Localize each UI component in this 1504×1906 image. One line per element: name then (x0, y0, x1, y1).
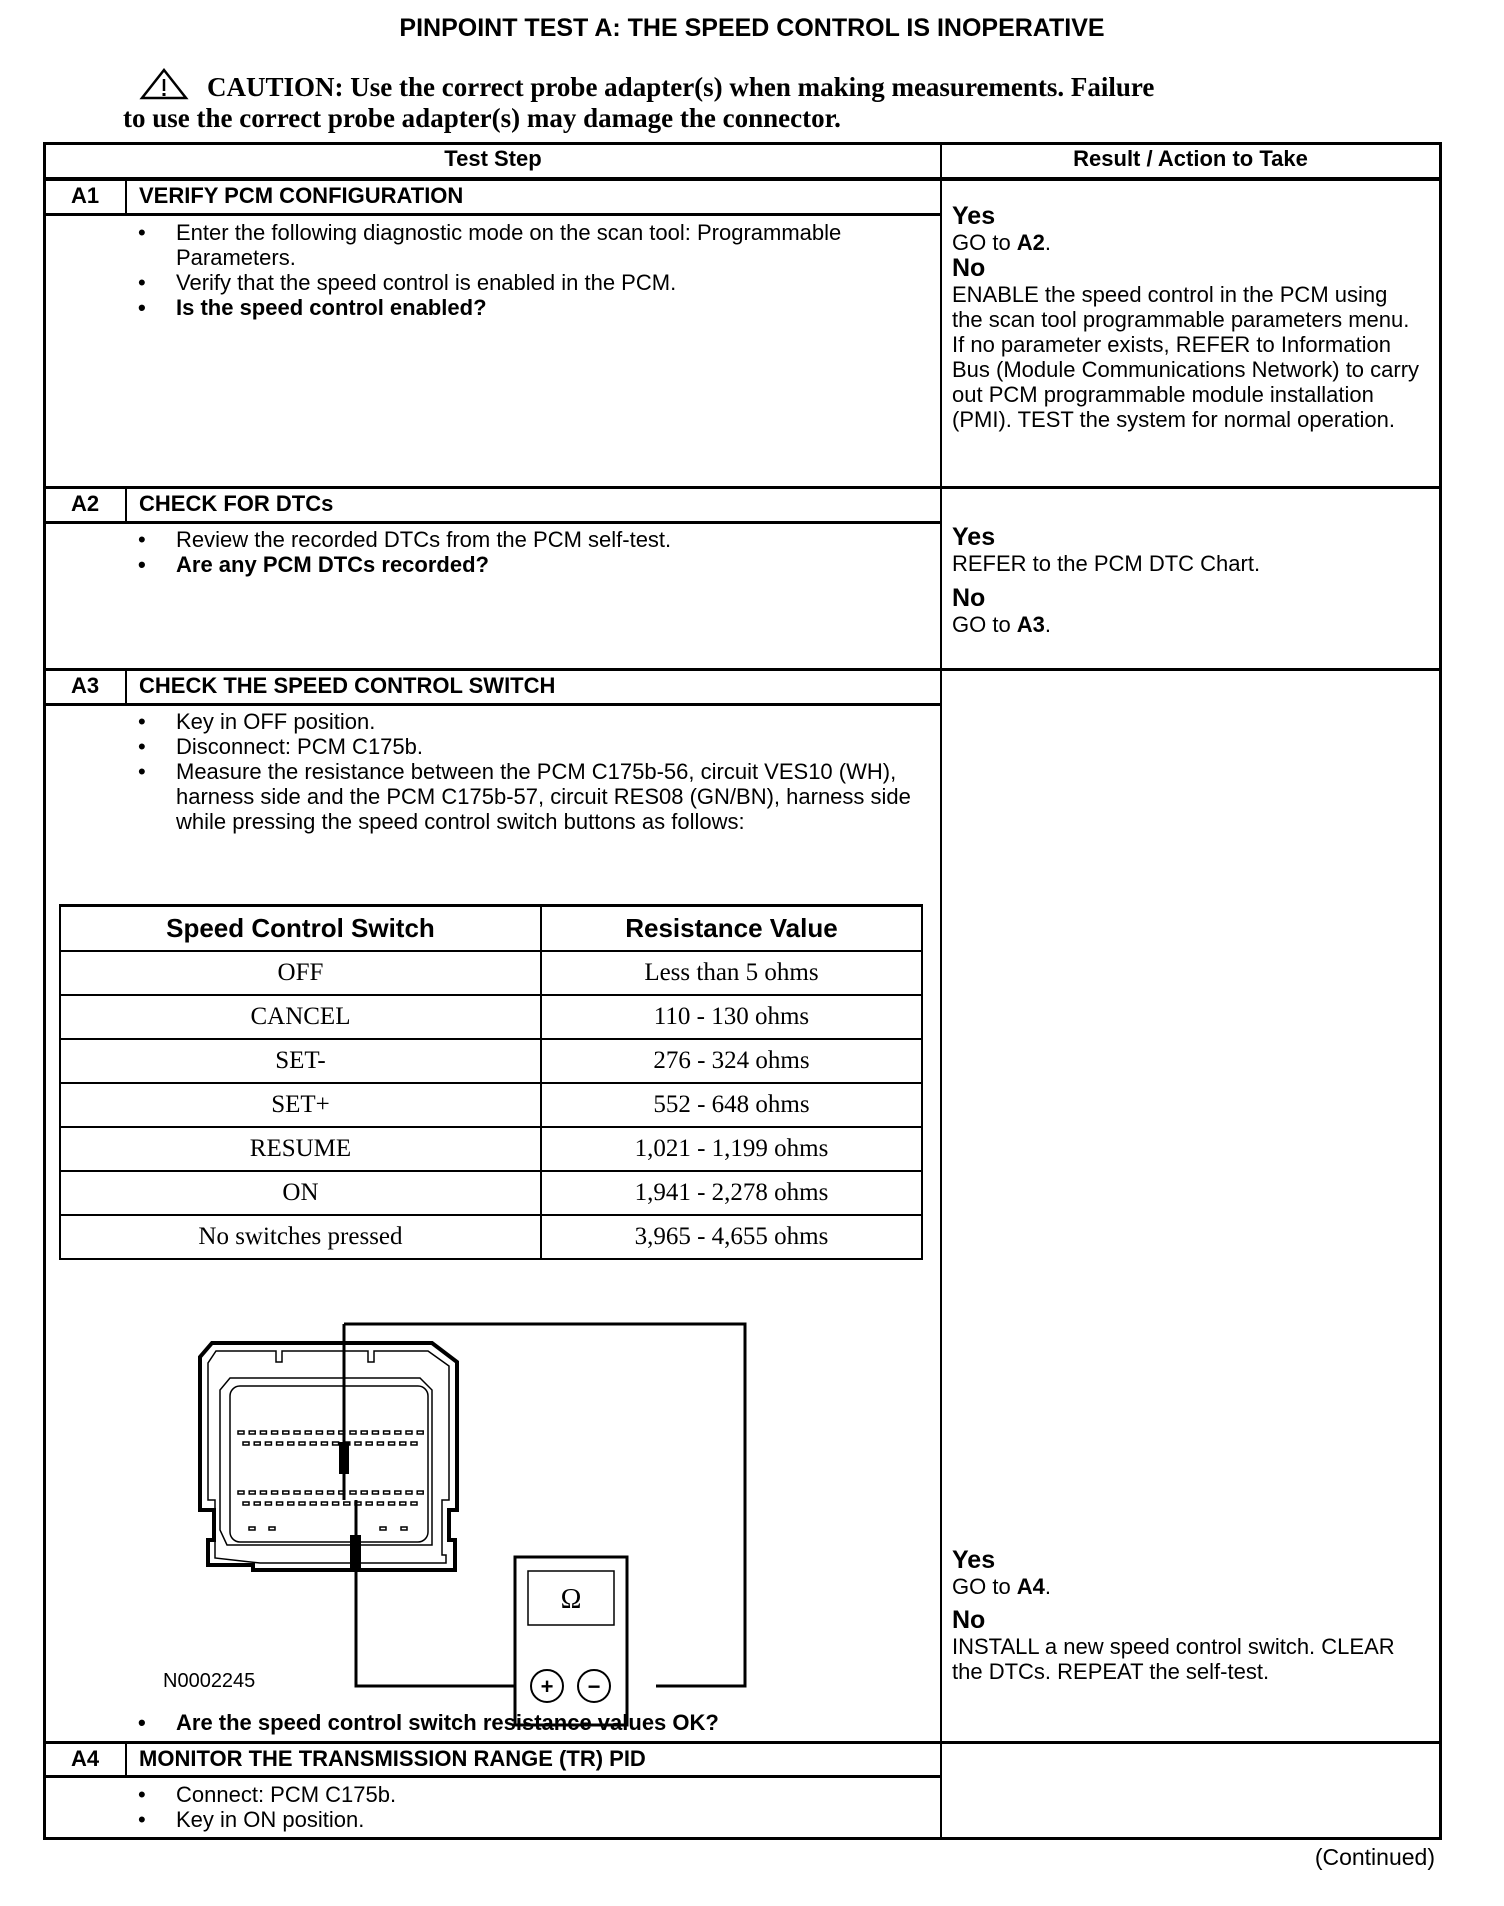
terminal-pin (377, 1442, 383, 1445)
step-title: MONITOR THE TRANSMISSION RANGE (TR) PID (139, 1746, 646, 1771)
terminal-pin (269, 1527, 275, 1530)
terminal-pin (361, 1431, 367, 1434)
column-header: Speed Control Switch (60, 906, 541, 952)
terminal-pin (265, 1442, 271, 1445)
header-test-step: Test Step (444, 146, 542, 171)
switch-cell: SET- (60, 1039, 541, 1083)
value-cell: 110 - 130 ohms (541, 995, 922, 1039)
terminal-pin (310, 1502, 316, 1505)
bullet: • Review the recorded DTCs from the PCM self-test. (138, 527, 918, 552)
header-result: Result / Action to Take (1073, 146, 1308, 171)
terminal-pin (249, 1527, 255, 1530)
value-cell: 276 - 324 ohms (541, 1039, 922, 1083)
terminal-pin (328, 1431, 334, 1434)
result-a3: Yes GO to A4. No INSTALL a new speed control switch. CLEAR the DTCs. REPEAT the self-test. (952, 1547, 1422, 1684)
question: • Are the speed control switch resistance values OK? (138, 1710, 928, 1735)
terminal-pin (328, 1491, 334, 1494)
switch-cell: No switches pressed (60, 1215, 541, 1259)
bullet: • Enter the following diagnostic mode on the scan tool: Programmable Parameters. (138, 220, 918, 270)
caution-label: CAUTION: (207, 72, 344, 102)
terminal-pin (294, 1431, 300, 1434)
terminal-pin (277, 1442, 283, 1445)
terminal-pin (277, 1502, 283, 1505)
bullet: • Disconnect: PCM C175b. (138, 734, 918, 759)
terminal-pin (366, 1442, 372, 1445)
terminal-pin (333, 1502, 339, 1505)
column-header: Resistance Value (541, 906, 922, 952)
ohm-symbol: Ω (560, 1584, 582, 1615)
terminal-pin (321, 1502, 327, 1505)
terminal-pin (406, 1491, 412, 1494)
terminal-pin (305, 1431, 311, 1434)
terminal-pin (272, 1431, 278, 1434)
step-bullets (138, 220, 918, 320)
step-number: A1 (70, 183, 100, 208)
terminal-pin (366, 1502, 372, 1505)
switch-cell: SET+ (60, 1083, 541, 1127)
step-title: CHECK FOR DTCs (139, 491, 334, 516)
page-title: PINPOINT TEST A: THE SPEED CONTROL IS INOPERATIVE (399, 14, 1105, 42)
probe-tip (339, 1442, 349, 1474)
terminal-pin (406, 1431, 412, 1434)
no-text: ENABLE the speed control in the PCM using the scan tool programmable parameters menu. If no parameter exists, REFER to Information Bus (Module Communications Network) to carry out PCM programmable module installation (PMI). TEST the system for normal operation. (952, 282, 1420, 432)
terminal-pin (361, 1491, 367, 1494)
step-bullets (138, 709, 918, 834)
terminal-pin (249, 1491, 255, 1494)
terminal-pin (355, 1442, 361, 1445)
terminal-pin (254, 1502, 260, 1505)
no-label: No (952, 254, 986, 282)
terminal-pin (384, 1431, 390, 1434)
caution-text: Use the correct probe adapter(s) when making measurements. Failure (343, 72, 1155, 102)
step-link-a4[interactable]: A4 (1016, 1574, 1045, 1599)
switch-cell: RESUME (60, 1127, 541, 1171)
terminal-pin (411, 1442, 417, 1445)
terminal-pin (395, 1491, 401, 1494)
terminal-pin (321, 1442, 327, 1445)
terminal-pin (372, 1431, 378, 1434)
terminal-pin (417, 1491, 423, 1494)
value-cell: 552 - 648 ohms (541, 1083, 922, 1127)
table-header-row (60, 906, 922, 952)
switch-cell: CANCEL (60, 995, 541, 1039)
terminal-pin (243, 1442, 249, 1445)
step-number: A4 (70, 1746, 100, 1771)
terminal-pin (265, 1502, 271, 1505)
result-a1: Yes GO to A2. No ENABLE the speed control in the PCM using the scan tool programmable parameters menu. If no parameter exists, REFER to Information Bus (Module Communications Network) to carry out PCM programmable module installation (PMI). TEST the system for normal operation. (952, 203, 1422, 432)
switch-cell: ON (60, 1171, 541, 1215)
terminal-pin (254, 1442, 260, 1445)
terminal-pin (294, 1491, 300, 1494)
terminal-pin (377, 1502, 383, 1505)
step-number: A2 (70, 491, 100, 516)
yes-text: REFER to the PCM DTC Chart. (952, 551, 1261, 576)
terminal-pin (283, 1431, 289, 1434)
table-row (60, 1171, 922, 1215)
terminal-pin (310, 1442, 316, 1445)
terminal-pin (305, 1491, 311, 1494)
step-link-a2[interactable]: A2 (1016, 230, 1045, 255)
yes-text: GO to (952, 1574, 1017, 1599)
resistance-table (59, 904, 923, 1260)
terminal-pin (272, 1491, 278, 1494)
terminal-pin (372, 1491, 378, 1494)
terminal-pin (316, 1491, 322, 1494)
terminal-pin (299, 1442, 305, 1445)
terminal-pin (288, 1502, 294, 1505)
table-row (60, 1127, 922, 1171)
pcm-connector-illustration (200, 1343, 457, 1570)
result-a2: Yes REFER to the PCM DTC Chart. No GO to A3. (952, 524, 1422, 637)
terminal-pin (389, 1502, 395, 1505)
question: • Is the speed control enabled? (138, 295, 918, 320)
value-cell: 1,941 - 2,278 ohms (541, 1171, 922, 1215)
figure-id: N0002245 (163, 1670, 256, 1692)
step-title: VERIFY PCM CONFIGURATION (139, 183, 464, 208)
bullet: • Connect: PCM C175b. (138, 1782, 918, 1807)
ohmmeter-icon (515, 1557, 627, 1725)
question: • Are any PCM DTCs recorded? (138, 552, 918, 577)
step-number: A3 (70, 673, 100, 698)
terminal-rows (238, 1431, 423, 1530)
continued-label: (Continued) (1314, 1844, 1435, 1870)
bullet: • Measure the resistance between the PCM C175b-56, circuit VES10 (WH), harness side and the PCM C175b-57, circuit RES08 (GN/BN), harness side while pressing the speed control switch buttons as follows: (138, 759, 918, 834)
terminal-pin (288, 1442, 294, 1445)
terminal-pin (400, 1502, 406, 1505)
terminal-pin (260, 1491, 266, 1494)
step-bullets (138, 527, 918, 577)
connector-diagram (190, 1310, 760, 1740)
yes-label: Yes (952, 202, 996, 230)
yes-text: GO to (952, 230, 1017, 255)
step-title: CHECK THE SPEED CONTROL SWITCH (139, 673, 556, 698)
bullet: • Key in ON position. (138, 1807, 918, 1832)
no-text: INSTALL a new speed control switch. CLEAR the DTCs. REPEAT the self-test. (952, 1634, 1395, 1684)
terminal-pin (380, 1527, 386, 1530)
terminal-pin (238, 1491, 244, 1494)
table-row (60, 1083, 922, 1127)
no-text: GO to (952, 612, 1017, 637)
step-bullets (138, 1782, 918, 1832)
bullet: • Verify that the speed control is enabled in the PCM. (138, 270, 918, 295)
value-cell: 3,965 - 4,655 ohms (541, 1215, 922, 1259)
minus-terminal: − (587, 1674, 601, 1699)
step-question (138, 1710, 928, 1735)
no-label: No (952, 584, 986, 612)
bullet: • Key in OFF position. (138, 709, 918, 734)
terminal-pin (384, 1491, 390, 1494)
probe-tip (350, 1535, 361, 1570)
terminal-pin (389, 1442, 395, 1445)
terminal-pin (299, 1502, 305, 1505)
terminal-pin (395, 1431, 401, 1434)
terminal-pin (401, 1527, 407, 1530)
yes-label: Yes (952, 523, 996, 551)
caution-text-2: to use the correct probe adapter(s) may damage the connector. (123, 103, 841, 133)
value-cell: 1,021 - 1,199 ohms (541, 1127, 922, 1171)
terminal-pin (243, 1502, 249, 1505)
terminal-pin (316, 1431, 322, 1434)
step-link-a3[interactable]: A3 (1016, 612, 1045, 637)
terminal-pin (411, 1502, 417, 1505)
terminal-pin (333, 1442, 339, 1445)
table-row (60, 1215, 922, 1259)
terminal-pin (350, 1431, 356, 1434)
terminal-pin (260, 1431, 266, 1434)
terminal-pin (238, 1431, 244, 1434)
terminal-pin (283, 1491, 289, 1494)
table-row (60, 1039, 922, 1083)
terminal-pin (344, 1502, 350, 1505)
terminal-pin (417, 1431, 423, 1434)
terminal-pin (400, 1442, 406, 1445)
warning-triangle-icon (139, 68, 189, 100)
value-cell: Less than 5 ohms (541, 951, 922, 995)
no-label: No (952, 1606, 986, 1634)
table-row (60, 951, 922, 995)
yes-label: Yes (952, 1546, 996, 1574)
caution-note (125, 72, 1355, 134)
terminal-pin (350, 1491, 356, 1494)
switch-cell: OFF (60, 951, 541, 995)
table-row (60, 995, 922, 1039)
plus-terminal: + (540, 1674, 554, 1699)
terminal-pin (249, 1431, 255, 1434)
